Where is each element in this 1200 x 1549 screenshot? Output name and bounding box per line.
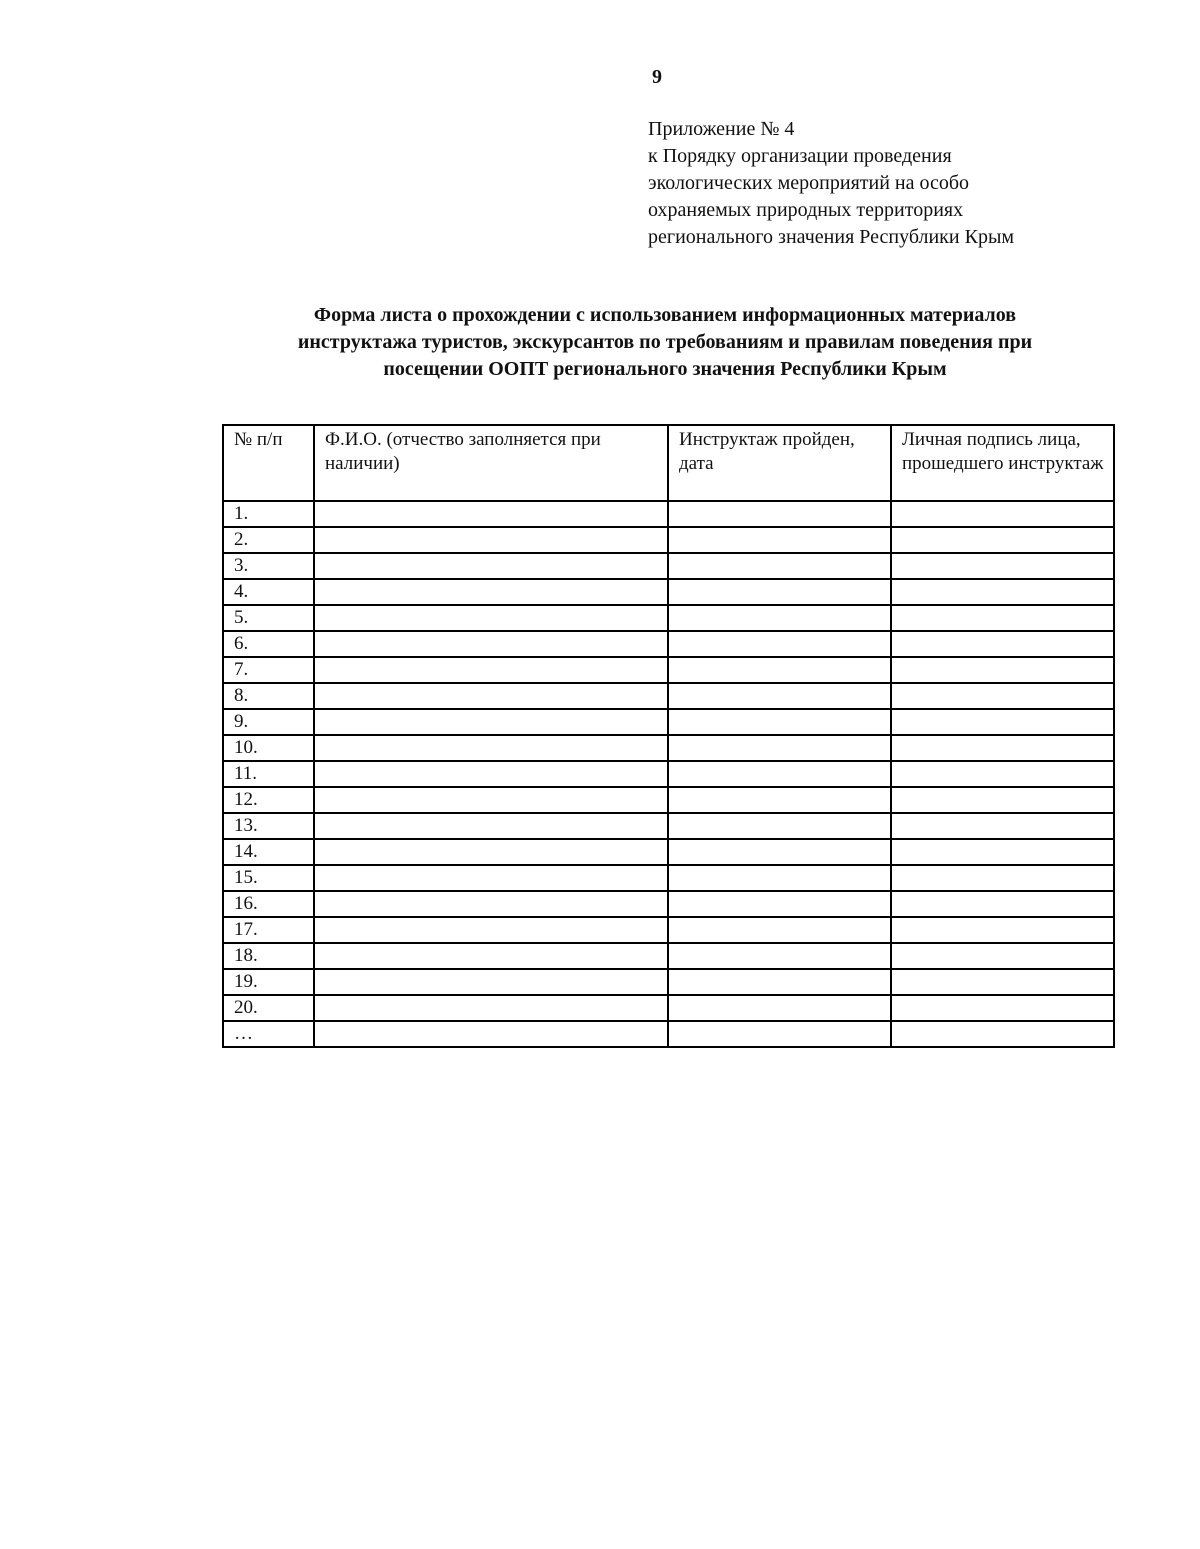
row-number: 13. bbox=[223, 813, 314, 839]
signature-cell bbox=[891, 579, 1114, 605]
instruction-date-cell bbox=[668, 787, 891, 813]
row-number: 10. bbox=[223, 735, 314, 761]
instruction-date-cell bbox=[668, 917, 891, 943]
table-row bbox=[223, 579, 1114, 605]
signature-cell bbox=[891, 865, 1114, 891]
signature-cell bbox=[891, 995, 1114, 1021]
full-name-cell bbox=[314, 631, 668, 657]
row-number: 17. bbox=[223, 917, 314, 943]
row-number: 7. bbox=[223, 657, 314, 683]
table-row bbox=[223, 839, 1114, 865]
row-number: 5. bbox=[223, 605, 314, 631]
row-number: 9. bbox=[223, 709, 314, 735]
row-number: 11. bbox=[223, 761, 314, 787]
instruction-date-cell bbox=[668, 761, 891, 787]
row-number: 2. bbox=[223, 527, 314, 553]
appendix-line: регионального значения Республики Крым bbox=[648, 226, 1015, 248]
full-name-cell bbox=[314, 501, 668, 527]
row-number: 14. bbox=[223, 839, 314, 865]
signature-cell bbox=[891, 761, 1114, 787]
form-title-line: посещении ООПТ регионального значения Республики Крым bbox=[383, 358, 947, 380]
full-name-cell bbox=[314, 579, 668, 605]
signature-cell bbox=[891, 735, 1114, 761]
full-name-cell bbox=[314, 813, 668, 839]
instruction-date-cell bbox=[668, 657, 891, 683]
full-name-cell bbox=[314, 787, 668, 813]
form-title-line: инструктажа туристов, экскурсантов по требованиям и правилам поведения при bbox=[297, 331, 1033, 353]
table-row bbox=[223, 1021, 1114, 1047]
full-name-cell bbox=[314, 943, 668, 969]
full-name-cell bbox=[314, 969, 668, 995]
table-row bbox=[223, 891, 1114, 917]
appendix-line: охраняемых природных территориях bbox=[648, 199, 964, 221]
signature-cell bbox=[891, 631, 1114, 657]
table-row bbox=[223, 943, 1114, 969]
table-row bbox=[223, 631, 1114, 657]
row-number: 1. bbox=[223, 501, 314, 527]
row-number: 15. bbox=[223, 865, 314, 891]
table-row bbox=[223, 969, 1114, 995]
instruction-date-cell bbox=[668, 501, 891, 527]
table-row bbox=[223, 709, 1114, 735]
row-number: 20. bbox=[223, 995, 314, 1021]
row-number: 8. bbox=[223, 683, 314, 709]
form-title-line: Форма листа о прохождении с использованием информационных материалов bbox=[313, 304, 1017, 326]
instruction-date-cell bbox=[668, 813, 891, 839]
row-number: 6. bbox=[223, 631, 314, 657]
table-row bbox=[223, 501, 1114, 527]
instruction-date-cell bbox=[668, 839, 891, 865]
signature-cell bbox=[891, 891, 1114, 917]
full-name-cell bbox=[314, 865, 668, 891]
full-name-cell bbox=[314, 683, 668, 709]
instruction-date-cell bbox=[668, 1021, 891, 1047]
table-row bbox=[223, 787, 1114, 813]
row-number: 18. bbox=[223, 943, 314, 969]
row-number: 3. bbox=[223, 553, 314, 579]
instruction-date-cell bbox=[668, 735, 891, 761]
row-number: 12. bbox=[223, 787, 314, 813]
full-name-cell bbox=[314, 1021, 668, 1047]
instruction-date-cell bbox=[668, 579, 891, 605]
signature-cell bbox=[891, 839, 1114, 865]
signature-cell bbox=[891, 943, 1114, 969]
full-name-cell bbox=[314, 553, 668, 579]
full-name-cell bbox=[314, 709, 668, 735]
instruction-register-table bbox=[222, 424, 1115, 1048]
appendix-header bbox=[648, 116, 1168, 251]
column-header-instruction-date: Инструктаж пройден, дата bbox=[668, 425, 891, 501]
column-header-number: № п/п bbox=[223, 425, 314, 501]
full-name-cell bbox=[314, 735, 668, 761]
signature-cell bbox=[891, 657, 1114, 683]
signature-cell bbox=[891, 553, 1114, 579]
instruction-date-cell bbox=[668, 891, 891, 917]
signature-cell bbox=[891, 501, 1114, 527]
instruction-date-cell bbox=[668, 631, 891, 657]
table-row bbox=[223, 995, 1114, 1021]
signature-cell bbox=[891, 813, 1114, 839]
table-row bbox=[223, 527, 1114, 553]
signature-cell bbox=[891, 709, 1114, 735]
full-name-cell bbox=[314, 527, 668, 553]
row-number: 4. bbox=[223, 579, 314, 605]
instruction-date-cell bbox=[668, 995, 891, 1021]
table-row bbox=[223, 917, 1114, 943]
instruction-date-cell bbox=[668, 969, 891, 995]
column-header-signature: Личная подпись лица, прошедшего инструктаж bbox=[891, 425, 1114, 501]
signature-cell bbox=[891, 683, 1114, 709]
full-name-cell bbox=[314, 917, 668, 943]
row-number: 16. bbox=[223, 891, 314, 917]
instruction-date-cell bbox=[668, 527, 891, 553]
full-name-cell bbox=[314, 657, 668, 683]
row-number: … bbox=[223, 1021, 314, 1047]
full-name-cell bbox=[314, 891, 668, 917]
table-row bbox=[223, 605, 1114, 631]
full-name-cell bbox=[314, 839, 668, 865]
signature-cell bbox=[891, 605, 1114, 631]
instruction-date-cell bbox=[668, 683, 891, 709]
table-row bbox=[223, 683, 1114, 709]
signature-cell bbox=[891, 969, 1114, 995]
column-header-full-name: Ф.И.О. (отчество заполняется при наличии) bbox=[314, 425, 668, 501]
appendix-line: Приложение № 4 bbox=[648, 118, 795, 140]
table-row bbox=[223, 865, 1114, 891]
full-name-cell bbox=[314, 995, 668, 1021]
signature-cell bbox=[891, 787, 1114, 813]
full-name-cell bbox=[314, 761, 668, 787]
row-number: 19. bbox=[223, 969, 314, 995]
appendix-line: к Порядку организации проведения bbox=[648, 145, 952, 167]
instruction-date-cell bbox=[668, 865, 891, 891]
signature-cell bbox=[891, 1021, 1114, 1047]
instruction-date-cell bbox=[668, 943, 891, 969]
table-row bbox=[223, 761, 1114, 787]
table-body bbox=[223, 501, 1114, 1047]
instruction-date-cell bbox=[668, 553, 891, 579]
page-number: 9 bbox=[652, 66, 662, 88]
full-name-cell bbox=[314, 605, 668, 631]
table-header-row bbox=[223, 425, 1114, 501]
appendix-line: экологических мероприятий на особо bbox=[648, 172, 970, 194]
table-row bbox=[223, 735, 1114, 761]
instruction-date-cell bbox=[668, 709, 891, 735]
table-row bbox=[223, 813, 1114, 839]
form-title bbox=[160, 302, 1170, 383]
table-row bbox=[223, 553, 1114, 579]
signature-cell bbox=[891, 917, 1114, 943]
table-row bbox=[223, 657, 1114, 683]
signature-cell bbox=[891, 527, 1114, 553]
instruction-date-cell bbox=[668, 605, 891, 631]
